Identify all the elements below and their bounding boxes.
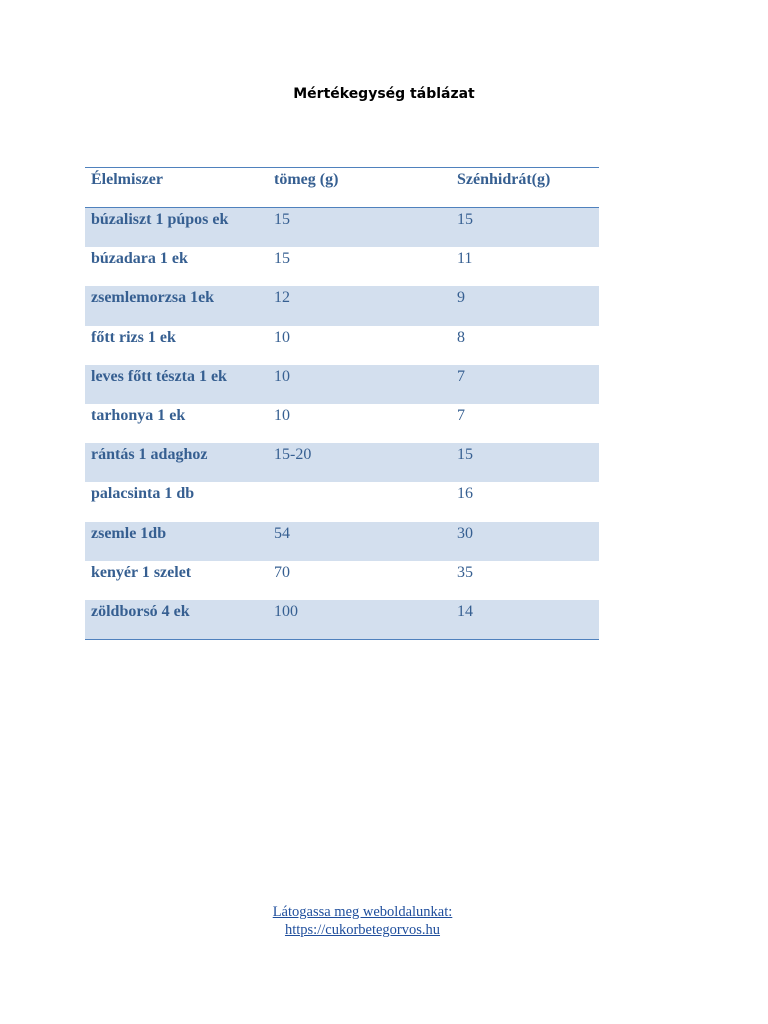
table-row (85, 404, 599, 443)
food-cell: főtt rizs 1 ek (91, 328, 176, 346)
page-title: Mértékegység táblázat (293, 86, 475, 102)
carbs-cell: 8 (457, 328, 465, 346)
carbs-cell: 11 (457, 250, 473, 268)
table-row (85, 561, 599, 600)
header-weight: tömeg (g) (274, 171, 339, 188)
footer-url-link[interactable]: https://cukorbetegorvos.hu (284, 922, 441, 938)
food-cell: rántás 1 adaghoz (91, 446, 208, 464)
carbs-cell: 14 (457, 602, 473, 620)
carbs-cell: 7 (457, 367, 465, 385)
food-cell: zsemle 1db (91, 524, 167, 542)
carbs-cell: 16 (457, 485, 473, 503)
food-cell: búzadara 1 ek (91, 250, 188, 268)
table-row (85, 247, 599, 286)
weight-cell: 10 (274, 328, 290, 346)
weight-cell: 10 (274, 406, 290, 424)
weight-cell: 10 (274, 367, 290, 385)
food-cell: kenyér 1 szelet (91, 563, 192, 581)
carbs-cell: 15 (457, 446, 473, 464)
footer-visit-link[interactable]: Látogassa meg weboldalunkat: (272, 904, 453, 920)
table-row (85, 286, 599, 325)
footer (0, 903, 725, 939)
carbs-cell: 15 (457, 211, 473, 228)
table-row (85, 326, 599, 365)
weight-cell: 70 (274, 563, 290, 581)
food-cell: zsemlemorzsa 1ek (91, 289, 215, 307)
table-header-row (85, 168, 599, 208)
carbs-cell: 35 (457, 563, 473, 581)
table-row (85, 522, 599, 561)
food-cell: búzaliszt 1 púpos ek (91, 211, 229, 228)
header-food: Élelmiszer (91, 171, 163, 188)
weight-cell: 15 (274, 250, 290, 268)
weight-cell: 54 (274, 524, 290, 542)
table-row (85, 482, 599, 521)
weight-cell: 12 (274, 289, 290, 307)
carbs-cell: 7 (457, 406, 465, 424)
table-row (85, 365, 599, 404)
table-row (85, 600, 599, 639)
weight-cell: 15-20 (274, 446, 312, 464)
header-carbs: Szénhidrát(g) (457, 171, 551, 188)
carbs-cell: 9 (457, 289, 465, 307)
table-row (85, 208, 599, 247)
weight-cell: 15 (274, 211, 290, 228)
food-cell: zöldborsó 4 ek (91, 602, 190, 620)
carbs-cell: 30 (457, 524, 473, 542)
carb-table (85, 167, 599, 640)
table-row (85, 443, 599, 482)
food-cell: tarhonya 1 ek (91, 406, 186, 424)
weight-cell: 100 (274, 602, 298, 620)
food-cell: palacsinta 1 db (91, 485, 195, 503)
food-cell: leves főtt tészta 1 ek (91, 367, 227, 385)
